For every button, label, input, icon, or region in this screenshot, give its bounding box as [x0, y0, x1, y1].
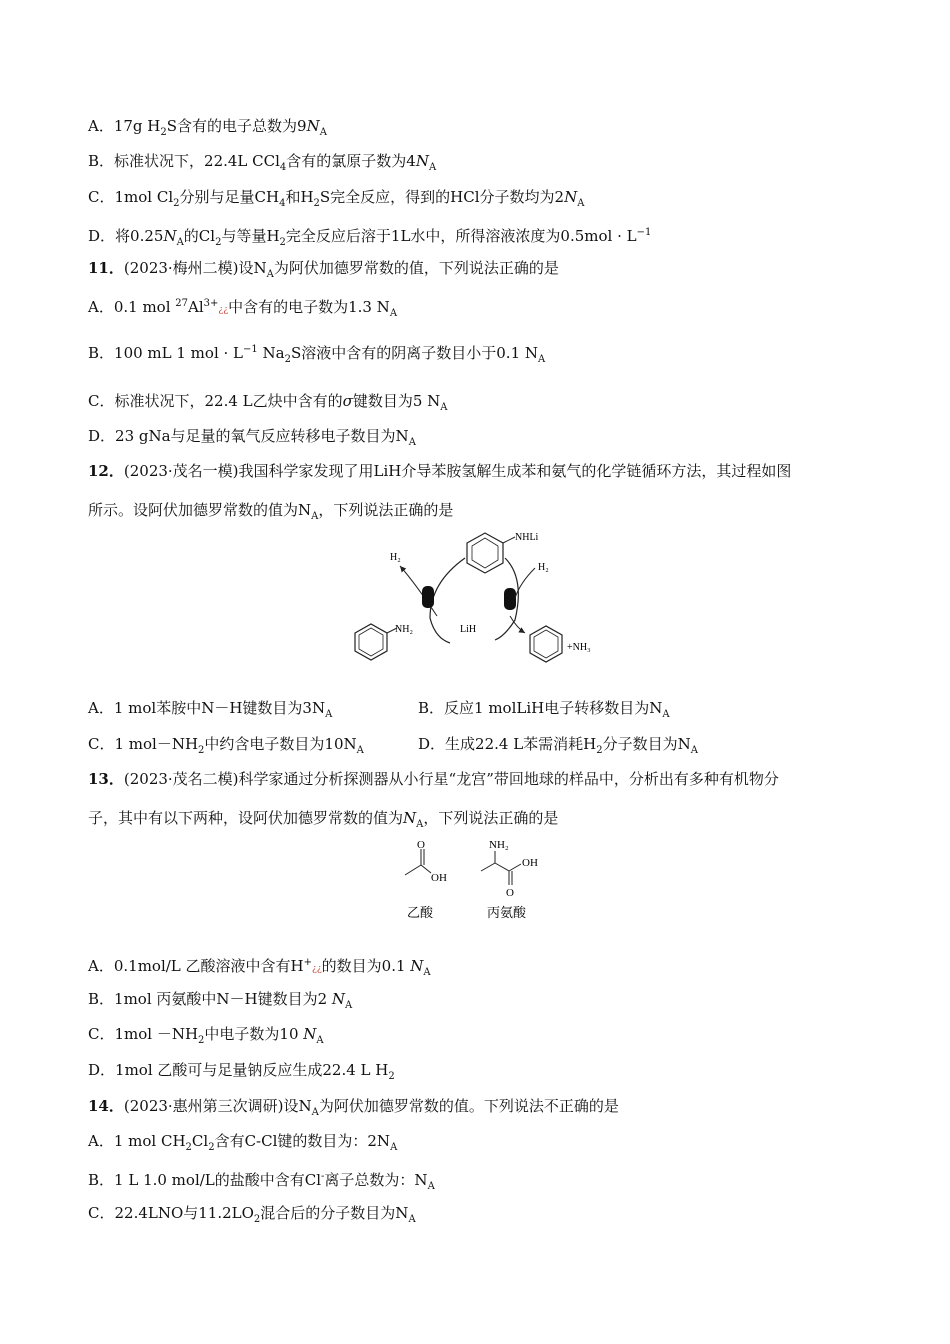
question-12: 12．(2023·茂名一模)我国科学家发现了用LiH介导苯胺氢解生成苯和氨气的化学链循环方法，其过程如图: [88, 462, 792, 480]
h2-right-label: H₂: [538, 562, 549, 573]
nh2-label: NH₂: [395, 624, 413, 635]
option-line: A．1 mol苯胺中N－H键数目为$3N_A$: [88, 699, 333, 720]
question-14: 14．(2023·惠州第三次调研)设$N_A$为阿伏加德罗常数的值。下列说法不正确的是: [88, 1097, 619, 1118]
option-line: A．0.1mol/L 乙酸溶液中含有H+¿¿的数目为0.1 $N_A$: [88, 957, 431, 978]
option-line: C．标准状况下，22.4 L乙炔中含有的σ键数目为5 $N_A$: [88, 392, 448, 413]
reaction-cycle-figure: [345, 528, 615, 663]
question-11: 11．(2023·梅州二模)设$N_A$为阿伏加德罗常数的值，下列说法正确的是: [88, 259, 559, 280]
option-line: D．生成22.4 L苯需消耗$H_2$分子数目为$N_A$: [418, 735, 698, 756]
nh2-label: NH₂: [489, 839, 509, 851]
question-12-cont: 所示。设阿伏加德罗常数的值为$N_A$，下列说法正确的是: [88, 501, 454, 522]
option-line: D．将$0.25N_A$的$Cl_2$与等量$H_2$完全反应后溶于1L水中，所得溶液浓度为$0.5mol \cdot L^{-1}$: [88, 227, 652, 248]
nh3-label: +NH₃: [567, 642, 591, 653]
option-line: A．1 mol $CH_2Cl_2$含有C-Cl键的数目为：$2N_A$: [88, 1132, 398, 1153]
option-line: B．100 mL 1 mol · $L^{-1}$ $Na_2S$溶液中含有的阴离子数目小于0.1 $N_A$: [88, 344, 546, 365]
acetic-acid-label: 乙酸: [407, 905, 434, 920]
option-line: A．0.1 mol $^{27}Al^{3+}¿¿$中含有的电子数为1.3 $N_A$: [88, 298, 398, 319]
question-13-cont: 子，其中有以下两种，设阿伏加德罗常数的值为$N_A$，下列说法正确的是: [88, 809, 559, 830]
option-line: B．反应1 molLiH电子转移数目为$N_A$: [418, 699, 670, 720]
nhli-label: NHLi: [515, 532, 539, 543]
option-line: C．1 $mol-NH_2$中约含电子数目为$10N_A$: [88, 735, 364, 756]
lih-label: LiH: [460, 624, 477, 635]
option-line: D．1mol 乙酸可与足量钠反应生成22.4 L $H_2$: [88, 1061, 395, 1082]
molecules-figure: [395, 835, 560, 925]
h2-left-label: H₂: [390, 552, 401, 563]
option-line: B．标准状况下，22.4L CCl$_4$含有的氯原子数为$4N_A$: [88, 152, 437, 173]
oh-label: OH: [522, 857, 538, 869]
oh-label: OH: [431, 872, 447, 884]
option-line: B．1mol 丙氨酸中N－H键数目为2 $N_A$: [88, 990, 353, 1011]
option-line: C．22.4LNO与$11.2LO_2$混合后的分子数目为$N_A$: [88, 1204, 416, 1225]
option-line: D．23 gNa与足量的氧气反应转移电子数目为$N_A$: [88, 427, 416, 448]
o-label: O: [506, 887, 514, 899]
option-line: B．1 L 1.0 mol/L的盐酸中含有Cl-离子总数为：$N_A$: [88, 1171, 435, 1192]
question-13: 13．(2023·茂名二模)科学家通过分析探测器从小行星“龙宫”带回地球的样品中，分析出有多种有机物分: [88, 770, 779, 788]
o-label: O: [417, 839, 425, 851]
option-line: A．17g $H_2S$含有的电子总数为$9N_A$: [88, 117, 327, 138]
option-line: C．$1mol -NH_2$中电子数为10 $N_A$: [88, 1025, 324, 1046]
alanine-label: 丙氨酸: [487, 905, 527, 920]
option-line: C．1mol $Cl_2$分别与足量$CH_4$和$H_2S$完全反应，得到的HCl分子数均为$2N_A$: [88, 188, 585, 209]
